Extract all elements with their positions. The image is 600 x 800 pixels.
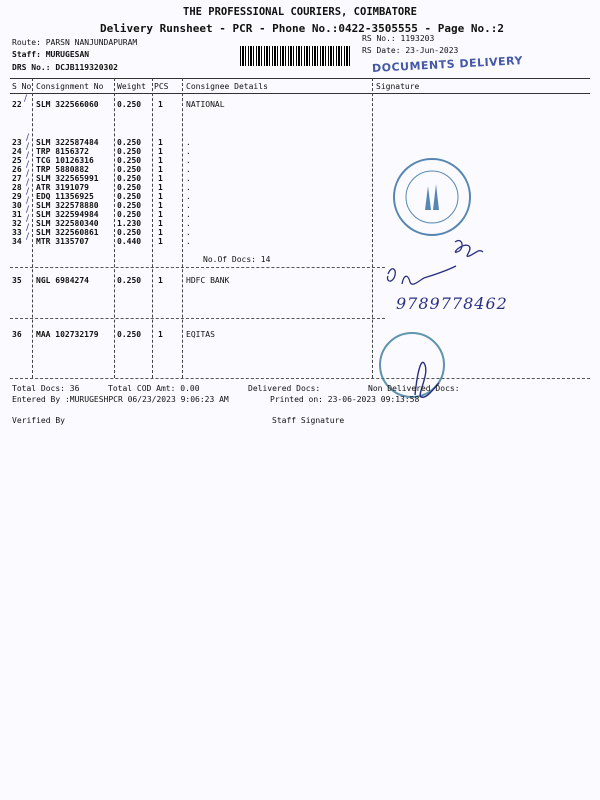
row-pcs: 1 bbox=[158, 219, 163, 228]
row-consignee: . bbox=[186, 156, 191, 165]
col-divider bbox=[182, 78, 183, 378]
col-consignee: Consignee Details bbox=[186, 82, 268, 91]
drs-value: DCJB119320302 bbox=[55, 63, 118, 72]
rs-no-row bbox=[362, 34, 434, 43]
row-pcs: 1 bbox=[158, 156, 163, 165]
col-divider bbox=[372, 78, 373, 378]
row-consignee: . bbox=[186, 219, 191, 228]
col-divider bbox=[32, 78, 33, 378]
route-row bbox=[12, 38, 137, 47]
row-consignment: SLM 322560861 bbox=[36, 228, 99, 237]
row-consignment: SLM 322587484 bbox=[36, 138, 99, 147]
seal-icon bbox=[395, 160, 469, 234]
row-sno: 33 bbox=[12, 228, 22, 237]
row-pcs: 1 bbox=[158, 210, 163, 219]
round-seal-stamp bbox=[393, 158, 471, 236]
row-consignment: TRP 5880882 bbox=[36, 165, 89, 174]
col-weight: Weight bbox=[117, 82, 146, 91]
row-consignee: . bbox=[186, 174, 191, 183]
row-sno: 32 bbox=[12, 219, 22, 228]
col-divider bbox=[152, 78, 153, 378]
row-pcs: 1 bbox=[158, 174, 163, 183]
row-consignment: SLM 322594984 bbox=[36, 210, 99, 219]
row-sno: 34 bbox=[12, 237, 22, 246]
row-sno: 24 bbox=[12, 147, 22, 156]
table-bottom-rule bbox=[10, 378, 590, 379]
row-weight: 0.250 bbox=[117, 276, 142, 285]
row-separator bbox=[10, 267, 385, 268]
row-sno: 25 bbox=[12, 156, 22, 165]
check-marks: / / / / / / / / / / / / bbox=[26, 133, 30, 242]
row-sno: 28 bbox=[12, 183, 22, 192]
row-consignee: NATIONAL bbox=[186, 100, 225, 109]
row-sno: 30 bbox=[12, 201, 22, 210]
row-pcs: 1 bbox=[158, 183, 163, 192]
rs-date-label: RS Date: bbox=[362, 46, 401, 55]
row-weight: 0.250 bbox=[117, 183, 142, 192]
group-total: No.Of Docs: 14 bbox=[203, 255, 271, 264]
row-sno: 29 bbox=[12, 192, 22, 201]
row-weight: 0.250 bbox=[117, 228, 142, 237]
row-pcs: 1 bbox=[158, 276, 163, 285]
printed-on: Printed on: 23-06-2023 09:13:58 bbox=[270, 395, 420, 404]
row-consignment: MTR 3135707 bbox=[36, 237, 89, 246]
row-consignment: ATR 3191079 bbox=[36, 183, 89, 192]
verified-by: Verified By bbox=[12, 416, 65, 425]
row-consignment: SLM 322578880 bbox=[36, 201, 99, 210]
col-divider bbox=[114, 78, 115, 378]
row-sno: 22 bbox=[12, 100, 22, 109]
row-sno: 35 bbox=[12, 276, 22, 285]
row-consignee: . bbox=[186, 183, 191, 192]
staff-signature: Staff Signature bbox=[272, 416, 345, 425]
rs-no-value: 1193203 bbox=[400, 34, 435, 43]
row-consignee: . bbox=[186, 138, 191, 147]
route-label: Route: bbox=[12, 38, 41, 47]
row-pcs: 1 bbox=[158, 192, 163, 201]
documents-delivery-stamp: DOCUMENTS DELIVERY bbox=[371, 54, 524, 75]
non-delivered-docs: Non Delivered Docs: bbox=[368, 384, 460, 393]
row-weight: 0.250 bbox=[117, 201, 142, 210]
rs-date-row bbox=[362, 46, 458, 55]
row-sno: 31 bbox=[12, 210, 22, 219]
row-pcs: 1 bbox=[158, 228, 163, 237]
row-pcs: 1 bbox=[158, 237, 163, 246]
check-mark: / bbox=[24, 94, 28, 104]
row-weight: 0.250 bbox=[117, 165, 142, 174]
row-weight: 0.250 bbox=[117, 138, 142, 147]
row-weight: 0.250 bbox=[117, 210, 142, 219]
row-consignment: SLM 322565991 bbox=[36, 174, 99, 183]
row-sno: 27 bbox=[12, 174, 22, 183]
row-sno: 23 bbox=[12, 138, 22, 147]
row-consignment: SLM 322580340 bbox=[36, 219, 99, 228]
row-consignee: EQITAS bbox=[186, 330, 215, 339]
row-weight: 0.250 bbox=[117, 174, 142, 183]
row-consignee: . bbox=[186, 192, 191, 201]
row-consignment: SLM 322566060 bbox=[36, 100, 99, 109]
drs-row bbox=[12, 63, 118, 72]
row-consignment: EDQ 11356925 bbox=[36, 192, 94, 201]
handwritten-phone: 9789778462 bbox=[396, 294, 508, 313]
row-consignment: TCG 10126316 bbox=[36, 156, 94, 165]
row-weight: 0.250 bbox=[117, 100, 142, 109]
row-weight: 0.250 bbox=[117, 192, 142, 201]
row-consignee: HDFC BANK bbox=[186, 276, 230, 285]
row-pcs: 1 bbox=[158, 147, 163, 156]
staff-value: MURUGESAN bbox=[45, 50, 90, 59]
staff-label: Staff: bbox=[12, 50, 41, 59]
barcode bbox=[240, 46, 350, 66]
row-consignment: TRP 8156372 bbox=[36, 147, 89, 156]
total-cod: Total COD Amt: 0.00 bbox=[108, 384, 200, 393]
row-consignment: NGL 6984274 bbox=[36, 276, 89, 285]
row-sno: 36 bbox=[12, 330, 22, 339]
total-docs: Total Docs: 36 bbox=[12, 384, 80, 393]
row-weight: 0.440 bbox=[117, 237, 142, 246]
runsheet-title: Delivery Runsheet - PCR - Phone No.:0422-3505555 - Page No.:2 bbox=[100, 22, 504, 35]
row-weight: 0.250 bbox=[117, 156, 142, 165]
row-weight: 1.230 bbox=[117, 219, 142, 228]
delivered-docs: Delivered Docs: bbox=[248, 384, 321, 393]
row-pcs: 1 bbox=[158, 100, 163, 109]
table-top-rule bbox=[10, 78, 590, 79]
company-title: THE PROFESSIONAL COURIERS, COIMBATORE bbox=[183, 6, 417, 18]
row-consignment: MAA 102732179 bbox=[36, 330, 99, 339]
col-signature: Signature bbox=[376, 82, 420, 91]
col-pcs: PCS bbox=[154, 82, 169, 91]
table-header-rule bbox=[10, 93, 590, 94]
row-consignee: . bbox=[186, 147, 191, 156]
row-weight: 0.250 bbox=[117, 330, 142, 339]
row-pcs: 1 bbox=[158, 138, 163, 147]
drs-label: DRS No.: bbox=[12, 63, 51, 72]
col-sno: S No bbox=[12, 82, 32, 91]
rs-no-label: RS No.: bbox=[362, 34, 396, 43]
row-consignee: . bbox=[186, 165, 191, 174]
row-separator bbox=[10, 318, 385, 319]
row-consignee: . bbox=[186, 228, 191, 237]
rs-date-value: 23-Jun-2023 bbox=[405, 46, 459, 55]
row-sno: 26 bbox=[12, 165, 22, 174]
row-consignee: . bbox=[186, 237, 191, 246]
row-consignee: . bbox=[186, 210, 191, 219]
staff-row bbox=[12, 50, 89, 59]
row-pcs: 1 bbox=[158, 330, 163, 339]
row-pcs: 1 bbox=[158, 165, 163, 174]
col-consignment: Consignment No bbox=[36, 82, 104, 91]
row-weight: 0.250 bbox=[117, 147, 142, 156]
row-consignee: . bbox=[186, 201, 191, 210]
entered-by: Entered By :MURUGESHPCR 06/23/2023 9:06:23 AM bbox=[12, 395, 229, 404]
row-pcs: 1 bbox=[158, 201, 163, 210]
route-value: PARSN NANJUNDAPURAM bbox=[45, 38, 138, 47]
